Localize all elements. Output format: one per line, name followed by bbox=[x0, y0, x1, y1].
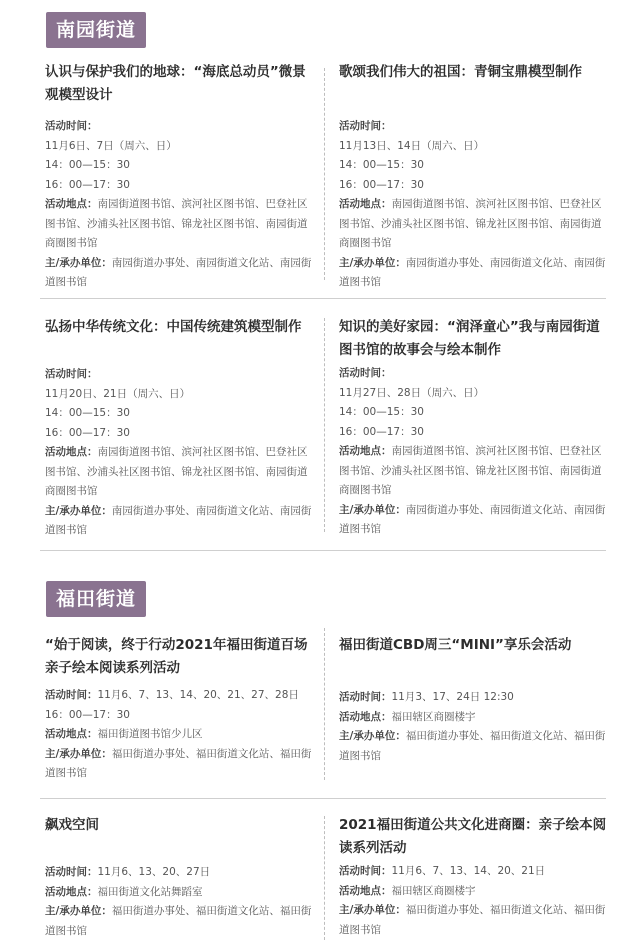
column-divider bbox=[324, 68, 325, 280]
time-slot: 14：00—15：30 bbox=[45, 159, 130, 171]
organizer-label: 主/承办单位： bbox=[45, 747, 112, 760]
venue-label: 活动地点： bbox=[45, 728, 98, 740]
activity-title: 认识与保护我们的地球：“海底总动员”微景观模型设计 bbox=[45, 64, 306, 103]
column-divider bbox=[324, 318, 325, 532]
time-slot: 14：00—15：30 bbox=[339, 406, 424, 418]
venue-value: 福田辖区商圈楼宇 bbox=[391, 884, 476, 897]
venue-value: 南园街道图书馆、滨河社区图书馆、巴登社区图书馆、沙浦头社区图书馆、锦龙社区图书馆、南园街道商圈图书馆 bbox=[339, 445, 602, 496]
time-slot: 16：00—17：30 bbox=[45, 178, 130, 191]
activity-title: “始于阅读，终于行动2021年福田街道百场亲子绘本阅读系列活动 bbox=[45, 637, 308, 676]
activity-card bbox=[339, 316, 611, 540]
section-badge-nanyuan: 南园街道 bbox=[46, 12, 146, 48]
venue-label: 活动地点： bbox=[45, 198, 98, 210]
organizer-value: 福田街道办事处、福田街道文化站、福田街道图书馆 bbox=[339, 730, 606, 762]
activity-dates: 11月20日、21日（周六、日） bbox=[45, 387, 191, 400]
activity-card bbox=[45, 61, 317, 293]
activity-title: 2021福田街道公共文化进商圈：亲子绘本阅读系列活动 bbox=[339, 817, 607, 856]
venue-label: 活动地点： bbox=[45, 446, 98, 458]
activity-card bbox=[45, 634, 317, 784]
venue-value: 福田辖区商圈楼宇 bbox=[391, 710, 476, 723]
activity-card bbox=[45, 814, 317, 941]
organizer-label: 主/承办单位： bbox=[339, 904, 406, 916]
activity-title: 歌颂我们伟大的祖国：青铜宝鼎模型制作 bbox=[339, 64, 582, 80]
organizer-value: 南园街道办事处、南园街道文化站、南园街道图书馆 bbox=[45, 504, 312, 536]
venue-value: 南园街道图书馆、滨河社区图书馆、巴登社区图书馆、沙浦头社区图书馆、锦龙社区图书馆、南园街道商圈图书馆 bbox=[45, 198, 308, 249]
time-value: 11月6、13、20、27日 bbox=[97, 866, 211, 878]
activity-card bbox=[339, 814, 611, 940]
activity-card bbox=[339, 61, 611, 293]
activity-title: 知识的美好家园：“润泽童心”我与南园街道图书馆的故事会与绘本制作 bbox=[339, 319, 600, 358]
time-label: 活动时间： bbox=[45, 689, 98, 701]
organizer-value: 福田街道办事处、福田街道文化站、福田街道图书馆 bbox=[45, 747, 312, 779]
activity-title: 飙戏空间 bbox=[45, 817, 99, 833]
activity-card bbox=[45, 316, 317, 541]
section-badge-futian: 福田街道 bbox=[46, 581, 146, 617]
organizer-label: 主/承办单位： bbox=[339, 503, 406, 516]
column-divider bbox=[324, 816, 325, 940]
time-value: 11月6、7、13、14、20、21、27、28日 bbox=[97, 689, 299, 701]
time-label: 活动时间： bbox=[339, 691, 392, 703]
venue-value: 南园街道图书馆、滨河社区图书馆、巴登社区图书馆、沙浦头社区图书馆、锦龙社区图书馆、南园街道商圈图书馆 bbox=[45, 446, 308, 497]
row-divider bbox=[40, 298, 606, 299]
organizer-label: 主/承办单位： bbox=[45, 905, 112, 917]
section-divider bbox=[40, 550, 606, 551]
venue-value: 福田街道文化站舞蹈室 bbox=[97, 885, 203, 898]
venue-label: 活动地点： bbox=[45, 885, 98, 898]
organizer-label: 主/承办单位： bbox=[45, 504, 112, 517]
venue-value: 福田街道图书馆少儿区 bbox=[97, 728, 203, 740]
activity-dates: 11月6日、7日（周六、日） bbox=[45, 139, 177, 152]
organizer-label: 主/承办单位： bbox=[45, 256, 112, 269]
time-value: 11月6、7、13、14、20、21日 bbox=[391, 865, 546, 877]
time-label: 活动时间： bbox=[339, 120, 392, 132]
organizer-value: 南园街道办事处、南园街道文化站、南园街道图书馆 bbox=[339, 256, 606, 288]
organizer-label: 主/承办单位： bbox=[339, 730, 406, 742]
activity-title: 福田街道CBD周三“MINI”享乐会活动 bbox=[339, 637, 572, 653]
time-slot: 16：00—17：30 bbox=[45, 426, 130, 439]
venue-label: 活动地点： bbox=[339, 884, 392, 897]
venue-label: 活动地点： bbox=[339, 445, 392, 457]
time-value: 11月3、17、24日 12:30 bbox=[391, 691, 514, 703]
time-label: 活动时间： bbox=[339, 367, 392, 379]
organizer-label: 主/承办单位： bbox=[339, 256, 406, 269]
organizer-value: 南园街道办事处、南园街道文化站、南园街道图书馆 bbox=[339, 503, 606, 535]
activity-title: 弘扬中华传统文化：中国传统建筑模型制作 bbox=[45, 319, 302, 335]
time-label: 活动时间： bbox=[45, 866, 98, 878]
time-label: 活动时间： bbox=[45, 120, 98, 132]
organizer-value: 南园街道办事处、南园街道文化站、南园街道图书馆 bbox=[45, 256, 312, 288]
organizer-value: 福田街道办事处、福田街道文化站、福田街道图书馆 bbox=[45, 905, 312, 937]
time-slot: 14：00—15：30 bbox=[45, 407, 130, 419]
column-divider bbox=[324, 628, 325, 780]
time-label: 活动时间： bbox=[339, 865, 392, 877]
venue-label: 活动地点： bbox=[339, 198, 392, 210]
venue-label: 活动地点： bbox=[339, 710, 392, 723]
row-divider bbox=[40, 798, 606, 799]
time-slot: 14：00—15：30 bbox=[339, 159, 424, 171]
time-slot: 16：00—17：30 bbox=[45, 708, 130, 721]
activity-dates: 11月13日、14日（周六、日） bbox=[339, 139, 485, 152]
time-slot: 16：00—17：30 bbox=[339, 178, 424, 191]
time-slot: 16：00—17：30 bbox=[339, 425, 424, 438]
venue-value: 南园街道图书馆、滨河社区图书馆、巴登社区图书馆、沙浦头社区图书馆、锦龙社区图书馆、南园街道商圈图书馆 bbox=[339, 198, 602, 249]
time-label: 活动时间： bbox=[45, 368, 98, 380]
organizer-value: 福田街道办事处、福田街道文化站、福田街道图书馆 bbox=[339, 904, 606, 936]
activity-card bbox=[339, 634, 611, 766]
activity-dates: 11月27日、28日（周六、日） bbox=[339, 386, 485, 399]
